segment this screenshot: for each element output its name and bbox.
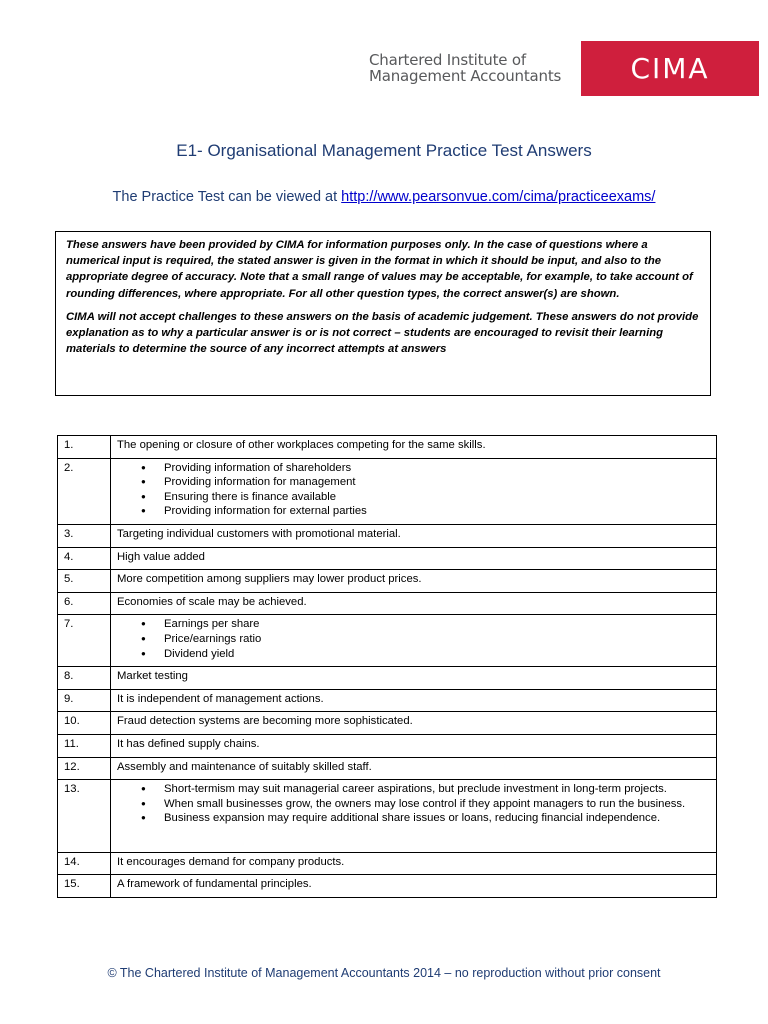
question-number: 5. xyxy=(58,570,111,593)
answer-row xyxy=(58,615,717,667)
answer-cell: Market testing xyxy=(111,667,717,690)
answer-row xyxy=(58,689,717,712)
question-number: 14. xyxy=(58,852,111,875)
answer-row xyxy=(58,547,717,570)
question-number: 7. xyxy=(58,615,111,667)
answer-cell: The opening or closure of other workplaces competing for the same skills. xyxy=(111,436,717,459)
answer-bullet: ● When small businesses grow, the owners may lose control if they appoint managers to run the business. xyxy=(117,797,710,812)
question-number: 6. xyxy=(58,592,111,615)
question-number: 1. xyxy=(58,436,111,459)
answer-cell: It encourages demand for company products. xyxy=(111,852,717,875)
answer-row xyxy=(58,780,717,853)
answer-row xyxy=(58,592,717,615)
answer-bullet: ● Providing information of shareholders xyxy=(117,461,710,476)
organisation-name-line-2: Management Accountants xyxy=(369,67,562,85)
practice-test-line xyxy=(0,189,768,205)
answer-row xyxy=(58,852,717,875)
answer-cell: Assembly and maintenance of suitably skilled staff. xyxy=(111,757,717,780)
disclaimer-paragraph-2: CIMA will not accept challenges to these answers on the basis of academic judgement. These answers do not provide explanation as to why a particular answer is or is not correct – students are encouraged to revisit their learning materials to determine the source of any incorrect attempts at answers xyxy=(66,310,699,356)
answer-bullet: ● Dividend yield xyxy=(117,647,710,662)
disclaimer-paragraph-1: These answers have been provided by CIMA for information purposes only. In the case of questions where a numerical input is required, the stated answer is given in the format in which it should be input, and also to the appropriate degree of accuracy. Note that a small range of values may be acceptable, for example, to take account of rounding differences, where appropriate. For all other question types, the correct answer(s) are shown. xyxy=(66,239,693,300)
practice-test-link[interactable]: http://www.pearsonvue.com/cima/practiceexams/ xyxy=(341,189,656,205)
answer-cell: It is independent of management actions. xyxy=(111,689,717,712)
answer-cell: High value added xyxy=(111,547,717,570)
answer-bullet: ● Price/earnings ratio xyxy=(117,632,710,647)
question-number: 3. xyxy=(58,524,111,547)
answer-cell: More competition among suppliers may lower product prices. xyxy=(111,570,717,593)
question-number: 13. xyxy=(58,780,111,853)
copyright-footer: © The Chartered Institute of Management Accountants 2014 – no reproduction without prior consent xyxy=(107,966,661,980)
answer-cell xyxy=(111,780,717,853)
document-title: E1- Organisational Management Practice Test Answers xyxy=(176,141,592,160)
question-number: 15. xyxy=(58,875,111,898)
answer-row xyxy=(58,712,717,735)
cima-logo-text: CIMA xyxy=(630,52,710,85)
answer-bullet: ● Earnings per share xyxy=(117,617,710,632)
answer-row xyxy=(58,875,717,898)
answer-cell: Economies of scale may be achieved. xyxy=(111,592,717,615)
answer-cell xyxy=(111,458,717,524)
question-number: 10. xyxy=(58,712,111,735)
organisation-name-line-1: Chartered Institute of xyxy=(369,51,526,69)
cima-logo xyxy=(581,41,759,96)
answers-table xyxy=(57,435,717,898)
answer-bullet: ● Business expansion may require additional share issues or loans, reducing financial independence. xyxy=(117,811,710,826)
answer-bullet-list xyxy=(117,617,710,661)
answer-row xyxy=(58,436,717,459)
answer-row xyxy=(58,734,717,757)
answer-cell: A framework of fundamental principles. xyxy=(111,875,717,898)
answer-bullet: ● Short-termism may suit managerial career aspirations, but preclude investment in long-term projects. xyxy=(117,782,710,797)
answer-bullet: ● Providing information for external parties xyxy=(117,504,710,519)
answer-bullet: ● Ensuring there is finance available xyxy=(117,490,710,505)
practice-test-prefix: The Practice Test can be viewed at xyxy=(112,189,338,205)
answer-cell xyxy=(111,615,717,667)
answer-cell: It has defined supply chains. xyxy=(111,734,717,757)
answer-row xyxy=(58,524,717,547)
question-number: 11. xyxy=(58,734,111,757)
organisation-name xyxy=(369,52,569,84)
answer-cell: Fraud detection systems are becoming more sophisticated. xyxy=(111,712,717,735)
question-number: 4. xyxy=(58,547,111,570)
answer-row xyxy=(58,570,717,593)
answer-bullet: ● Providing information for management xyxy=(117,475,710,490)
answer-bullet-list xyxy=(117,782,710,826)
disclaimer-box xyxy=(55,231,711,396)
question-number: 12. xyxy=(58,757,111,780)
answer-row xyxy=(58,458,717,524)
answer-cell: Targeting individual customers with promotional material. xyxy=(111,524,717,547)
question-number: 8. xyxy=(58,667,111,690)
answer-row xyxy=(58,757,717,780)
answer-row xyxy=(58,667,717,690)
question-number: 9. xyxy=(58,689,111,712)
question-number: 2. xyxy=(58,458,111,524)
answer-bullet-list xyxy=(117,461,710,519)
